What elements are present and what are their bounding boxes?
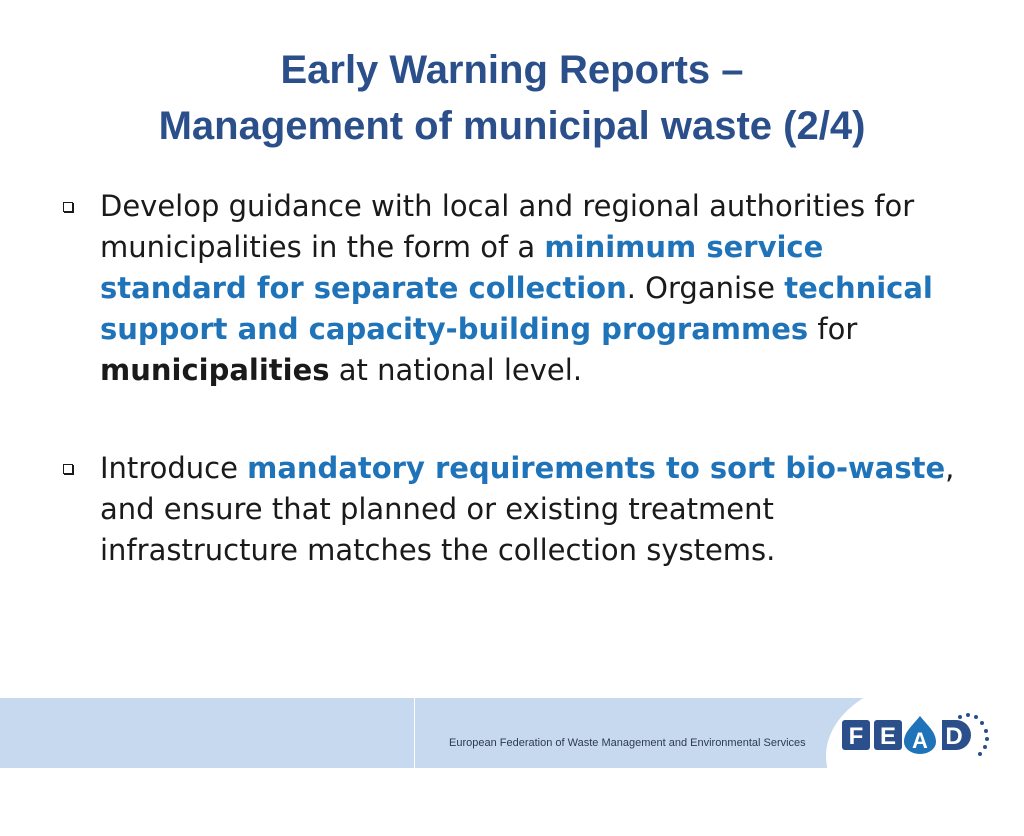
square-bullet-icon xyxy=(63,202,73,212)
bullet-item-guidance xyxy=(100,186,960,391)
slide-title xyxy=(0,42,1024,154)
logo-letter-a: A xyxy=(912,728,928,753)
bullet-text: Introduce xyxy=(100,451,248,485)
footer-divider xyxy=(414,698,415,768)
bullet-text: . Organise xyxy=(626,271,785,305)
highlight-minimum-service-standard: minimum service standard for separate collection xyxy=(100,230,824,305)
slide-title-line-2: Management of municipal waste (2/4) xyxy=(158,104,866,148)
bold-municipalities: municipalities xyxy=(100,353,330,387)
slide-title-line-1: Early Warning Reports – xyxy=(280,48,744,92)
bullet-text: at national level. xyxy=(329,353,583,387)
highlight-technical-support: technical support and capacity-building programmes xyxy=(100,271,933,346)
bullet-text: , and ensure that planned or existing treatment infrastructure matches the collection systems. xyxy=(100,451,955,567)
highlight-mandatory-requirements: mandatory requirements to sort bio-waste xyxy=(247,451,946,485)
square-bullet-icon xyxy=(63,464,73,474)
logo-letter-f: F xyxy=(848,723,864,750)
fead-logo xyxy=(840,712,992,760)
bullet-text: for xyxy=(808,312,858,346)
logo-letter-d: D xyxy=(945,723,963,750)
bullet-text: Develop guidance with local and regional authorities for municipalities in the form of a xyxy=(100,189,915,264)
footer-organisation-text: European Federation of Waste Management and Environmental Services xyxy=(449,737,806,749)
logo-letter-e: E xyxy=(879,723,897,750)
bullet-item-bio-waste xyxy=(100,448,960,571)
